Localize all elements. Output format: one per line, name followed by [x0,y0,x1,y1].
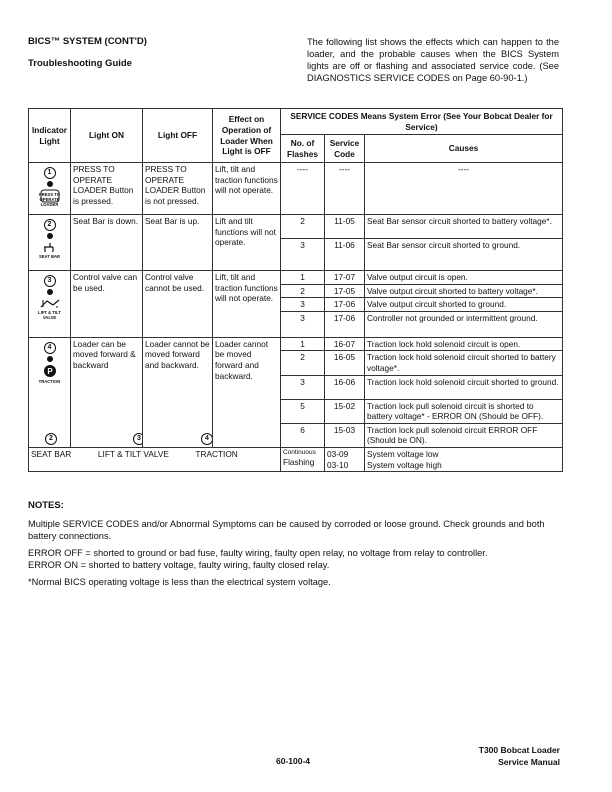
code-cell: 16-06 [325,375,365,399]
light-on-text: Loader can be moved forward & backward [73,338,136,370]
light-off-text: Loader cannot be moved forward and backward. [145,338,210,370]
callout-4-icon: 4 [201,433,213,445]
flashes-cell: 3 [281,239,325,271]
cause-low: System voltage low [367,448,439,459]
header-causes: Causes [365,135,563,163]
footer-model: T300 Bobcat Loader [478,745,560,755]
number-1-icon: 1 [44,167,56,179]
light-off-cell: Control valve cannot be used. [143,271,213,338]
code-cell: 17-06 [325,298,365,312]
cause-cell: Valve output circuit shorted to battery voltage*. [365,284,563,298]
flashes-cell: 3 [281,375,325,399]
flashes-cell: 6 [281,423,325,447]
cause-cell: Traction lock pull solenoid circuit is shorted to battery voltage* - ERROR ON (Should be OFF). [365,399,563,423]
light-dot-icon [47,233,53,239]
code-cell [325,447,365,471]
code-cell: 17-06 [325,311,365,337]
icon-caption: TRACTION [38,378,61,384]
flashes-cell: 3 [281,298,325,312]
cause-cell: Traction lock hold solenoid circuit shorted to battery voltage*. [365,351,563,375]
note-error-off: ERROR OFF = shorted to ground or bad fuse, faulty wiring, faulty open relay, no voltage from relay to controller. [28,548,488,558]
code-cell: ---- [325,163,365,215]
light-on-cell: Seat Bar is down. [71,215,143,271]
flashes-cell: 2 [281,215,325,239]
table-row [29,271,563,285]
continuous-flashing-cell [281,447,325,471]
code-cell: 11-05 [325,215,365,239]
flashes-cell: 1 [281,337,325,351]
legend-lift-tilt: LIFT & TILT VALVE [97,448,169,459]
cause-cell: ---- [365,163,563,215]
code-cell: 16-05 [325,351,365,375]
indicator-cell [29,215,71,271]
header-service-code: Service Code [325,135,365,163]
light-off-cell: Seat Bar is up. [143,215,213,271]
cause-cell: Traction lock pull solenoid circuit ERROR OFF (Should be ON). [365,423,563,447]
cause-cell [365,447,563,471]
note-ground: Multiple SERVICE CODES and/or Abnormal Symptoms can be caused by corroded or loose ground. Check grounds and both battery connections. [28,519,545,541]
table-row [29,163,563,215]
effect-cell: Loader cannot be moved forward and backward. [213,337,281,447]
effect-cell: Lift, tilt and traction functions will not operate. [213,271,281,338]
code-cell: 15-02 [325,399,365,423]
note-error-on: ERROR ON = shorted to battery voltage, faulty wiring, faulty closed relay. [28,560,330,570]
indicator-cell [29,163,71,215]
cause-high: System voltage high [367,459,442,470]
cause-cell: Valve output circuit is open. [365,271,563,285]
legend-row [29,447,563,471]
header-flashes: No. of Flashes [281,135,325,163]
svg-text:P: P [46,366,53,376]
note-voltage: *Normal BICS operating voltage is less than the electrical system voltage. [28,577,331,587]
table-row [29,337,563,351]
page-title: BICS™ SYSTEM (CONT'D) [28,36,147,47]
flashes-cell: 2 [281,351,325,375]
code-cell: 15-03 [325,423,365,447]
flashes-cell: 1 [281,271,325,285]
seat-bar-icon [42,241,58,253]
icon-caption: PRESS TO OPERATE LOADER [38,192,61,207]
flashing-label: Flashing [283,456,315,467]
lift-tilt-icon [39,297,61,309]
section-subtitle: Troubleshooting Guide [28,58,132,69]
light-on-cell: Control valve can be used. [71,271,143,338]
legend-cell [29,447,281,471]
icon-caption: LIFT & TILT VALVE [38,310,61,320]
code-cell: 11-06 [325,239,365,271]
cause-cell: Traction lock hold solenoid circuit is open. [365,337,563,351]
cause-cell: Traction lock hold solenoid circuit shorted to ground. [365,375,563,399]
header-indicator: Indicator Light [29,109,71,163]
light-dot-icon [47,356,53,362]
flashes-cell: 5 [281,399,325,423]
code-high: 03-10 [327,459,349,470]
intro-paragraph: The following list shows the effects which can happen to the loader, and the probable causes when the BICS System lights are off or flashing and associated service code. (See DIAGNOSTICS SERVICE CODES on Page 60-90-1.) [307,37,559,83]
header-effect: Effect on Operation of Loader When Light is OFF [213,109,281,163]
code-cell: 17-07 [325,271,365,285]
light-on-cell [71,337,143,447]
page-number: 60-100-4 [276,756,311,766]
callout-3-icon: 3 [133,433,143,445]
cause-cell: Valve output circuit shorted to ground. [365,298,563,312]
indicator-cell [29,271,71,338]
legend-traction: TRACTION [195,448,238,459]
icon-caption: SEAT BAR [38,254,61,259]
flashes-cell: 2 [281,284,325,298]
code-low: 03-09 [327,448,349,459]
header-light-on: Light ON [71,109,143,163]
effect-cell: Lift and tilt functions will not operate. [213,215,281,271]
legend-seat-bar: SEAT BAR [31,448,72,459]
number-4-icon: 4 [44,342,56,354]
number-2-icon: 2 [44,219,56,231]
indicator-cell [29,337,71,447]
light-on-cell: PRESS TO OPERATE LOADER Button is pressed. [71,163,143,215]
callout-2-icon: 2 [45,433,57,445]
cause-cell: Controller not grounded or intermittent ground. [365,311,563,337]
footer-manual: Service Manual [498,757,560,767]
code-cell: 16-07 [325,337,365,351]
effect-cell: Lift, tilt and traction functions will not operate. [213,163,281,215]
cause-cell: Seat Bar sensor circuit shorted to ground. [365,239,563,271]
cause-cell: Seat Bar sensor circuit shorted to battery voltage*. [365,215,563,239]
flashes-cell: ---- [281,163,325,215]
number-3-icon: 3 [44,275,56,287]
traction-lock-icon [42,364,58,378]
flashes-cell: 3 [281,311,325,337]
header-service-codes: SERVICE CODES Means System Error (See Your Bobcat Dealer for Service) [281,109,563,135]
light-dot-icon [47,181,53,187]
light-off-cell [143,337,213,447]
code-cell: 17-05 [325,284,365,298]
light-off-cell: PRESS TO OPERATE LOADER Button is not pressed. [143,163,213,215]
troubleshooting-table [28,108,563,472]
continuous-label: Continuous [283,448,316,456]
header-light-off: Light OFF [143,109,213,163]
notes-heading: NOTES: [28,500,64,511]
light-dot-icon [47,289,53,295]
table-row [29,215,563,239]
